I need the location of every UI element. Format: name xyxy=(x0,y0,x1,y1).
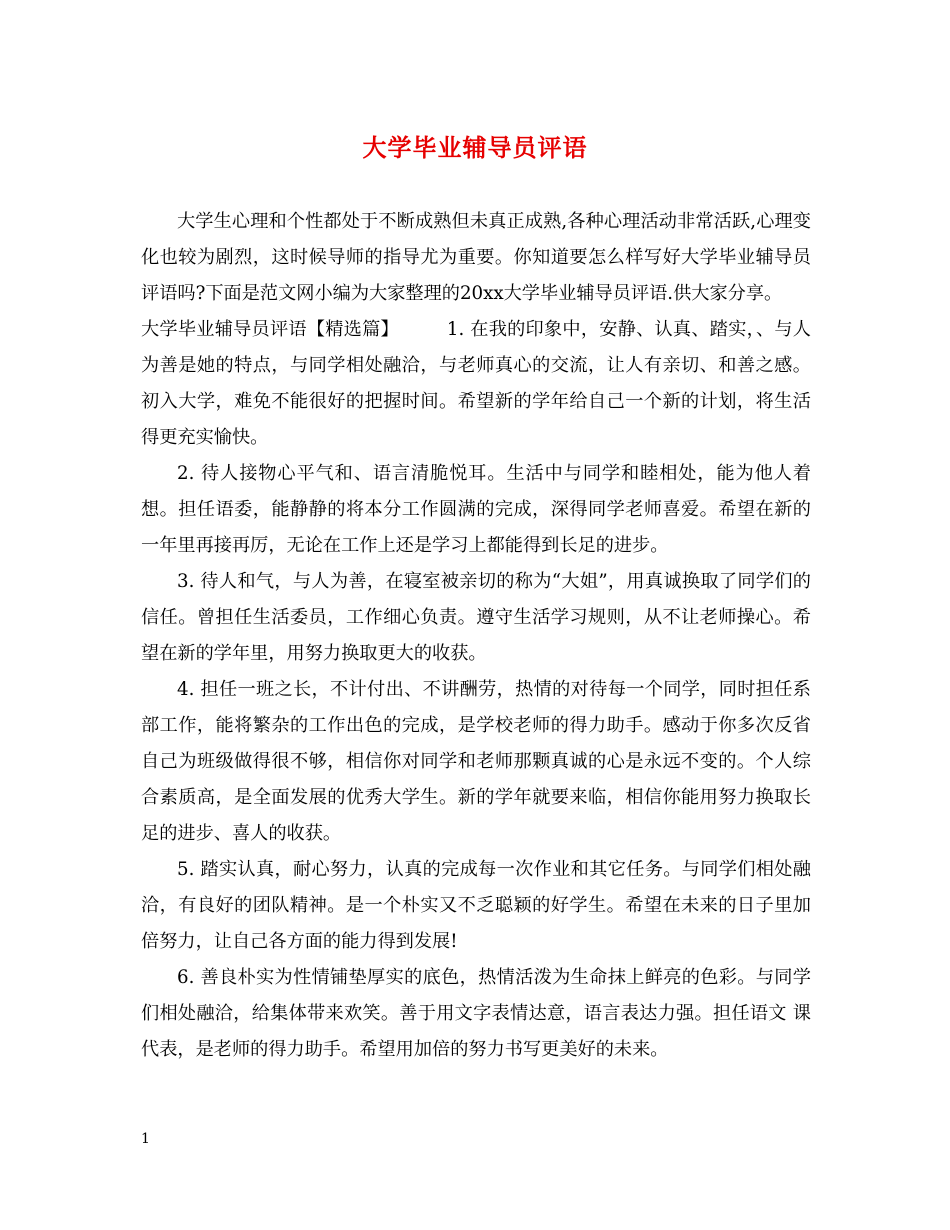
item-4: 4. 担任一班之长，不计付出、不讲酬劳，热情的对待每一个同学，同时担任系部工作，能将繁杂的工作出色的完成，是学校老师的得力助手。感动于你多次反省自己为班级做得很不够，相信你对同学和老师那颗真诚的心是永远不变的。个人综合素质高，是全面发展的优秀大学生。新的学年就要来临，相信你能用努力换取长足的进步、喜人的收获。 xyxy=(141,679,811,844)
section-paragraph xyxy=(141,312,811,456)
intro-paragraph: 大学生心理和个性都处于不断成熟但未真正成熟,各种心理活动非常活跃,心理变化也较为剧烈，这时候导师的指导尤为重要。你知道要怎么样写好大学毕业辅导员评语吗?下面是范文网小编为大家整理的20xx大学毕业辅导员评语.供大家分享。 xyxy=(141,211,811,304)
item-6: 6. 善良朴实为性情铺垫厚实的底色，热情活泼为生命抹上鲜亮的色彩。与同学们相处融洽，给集体带来欢笑。善于用文字表情达意，语言表达力强。担任语文 课代表，是老师的得力助手。希望用加倍的努力书写更美好的未来。 xyxy=(141,967,811,1060)
page-number: 1 xyxy=(141,1131,150,1147)
item-1: 1. 在我的印象中，安静、认真、踏实，、与人为善是她的特点，与同学相处融洽，与老师真心的交流，让人有亲切、和善之感。初入大学，难免不能很好的把握时间。希望新的学年给自己一个新的计划，将生活得更充实愉快。 xyxy=(141,319,811,448)
item-2: 2. 待人接物心平气和、语言清脆悦耳。生活中与同学和睦相处，能为他人着想。担任语委，能静静的将本分工作圆满的完成，深得同学老师喜爱。希望在新的一年里再接再厉，无论在工作上还是学习上都能得到长足的进步。 xyxy=(141,463,811,556)
item-5: 5. 踏实认真，耐心努力，认真的完成每一次作业和其它任务。与同学们相处融洽，有良好的团队精神。是一个朴实又不乏聪颖的好学生。希望在未来的日子里加倍努力，让自己各方面的能力得到发展! xyxy=(141,859,811,952)
section-heading: 大学毕业辅导员评语【精选篇】 xyxy=(141,319,399,340)
document-body xyxy=(141,204,811,1068)
item-3: 3. 待人和气，与人为善，在寝室被亲切的称为“大姐”，用真诚换取了同学们的信任。曾担任生活委员，工作细心负责。遵守生活学习规则，从不让老师操心。希望在新的学年里，用努力换取更大的收获。 xyxy=(141,571,811,664)
document-title: 大学毕业辅导员评语 xyxy=(362,133,588,162)
